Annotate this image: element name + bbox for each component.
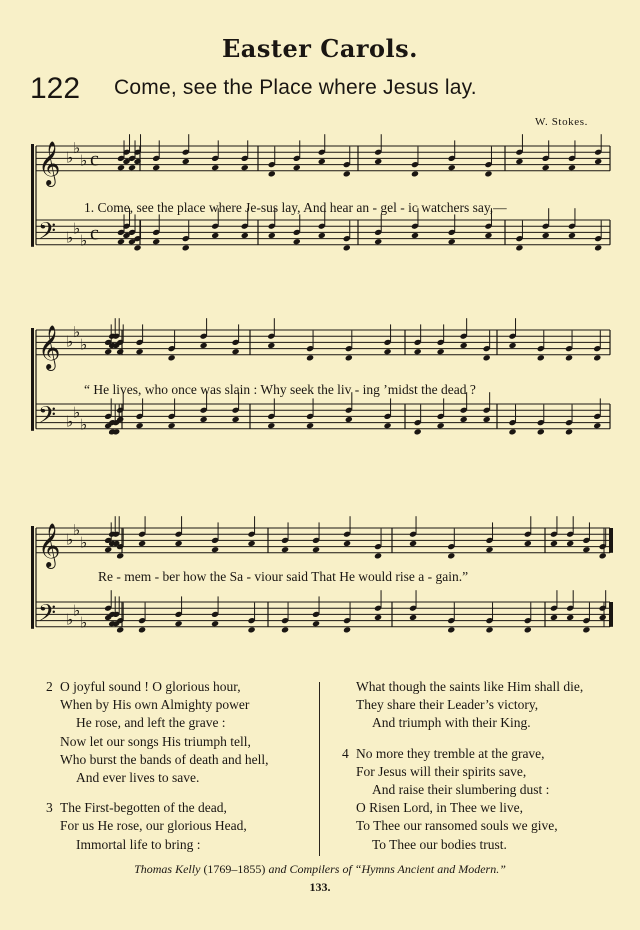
notehead: [281, 546, 289, 553]
notehead: [128, 164, 136, 171]
verse-line: Immortal life to bring :: [76, 836, 201, 852]
notehead: [508, 342, 516, 349]
verse-line: Who burst the bands of death and hell,: [60, 751, 269, 767]
notehead: [168, 422, 176, 429]
composer-credit: W. Stokes.: [535, 116, 588, 128]
notehead: [281, 626, 289, 633]
notehead: [343, 170, 351, 177]
notehead: [104, 348, 112, 355]
notehead: [508, 428, 516, 435]
verse-line: O joyful sound ! O glorious hour,: [60, 679, 241, 694]
notehead: [117, 164, 125, 171]
notehead: [447, 626, 455, 633]
notehead: [104, 546, 112, 553]
flat-icon: ♭: [73, 403, 81, 422]
notehead: [411, 232, 419, 239]
notehead: [437, 422, 445, 429]
notehead: [136, 422, 144, 429]
flat-icon: ♭: [66, 530, 74, 549]
notehead: [409, 540, 417, 547]
notehead: [268, 232, 276, 239]
flat-icon: ♭: [80, 151, 88, 170]
final-barline: [609, 602, 613, 627]
verse-line: O Risen Lord, in Thee we live,: [356, 800, 523, 816]
notehead: [268, 170, 276, 177]
verse-line: To Thee our ransomed souls we give,: [356, 818, 558, 834]
notehead: [136, 348, 144, 355]
notehead: [485, 626, 493, 633]
verse-line: He rose, and left the grave :: [76, 715, 226, 731]
notehead: [593, 354, 601, 361]
lyric-line-1: 1. Come, see the place where Je-sus lay, And hear an - gel - ic watchers say,—: [84, 200, 507, 215]
notehead: [599, 614, 607, 621]
notehead: [550, 614, 558, 621]
music-system-1: [0, 128, 640, 268]
notehead: [312, 620, 320, 627]
notehead: [542, 232, 550, 239]
notehead: [515, 158, 523, 165]
hymn-number: 122: [30, 72, 81, 105]
verse-line: They share their Leader’s victory,: [356, 697, 539, 713]
flat-icon: ♭: [80, 335, 88, 354]
notehead: [409, 614, 417, 621]
notehead: [565, 354, 573, 361]
notehead: [414, 428, 422, 435]
notehead: [343, 244, 351, 251]
notehead: [566, 540, 574, 547]
notehead: [138, 540, 146, 547]
notehead: [384, 422, 392, 429]
verse-line: Now let our songs His triumph tell,: [60, 733, 251, 749]
notehead: [542, 164, 550, 171]
lyric-line-3: Re - mem - ber how the Sa - viour said That He would rise a - gain.”: [98, 569, 469, 584]
author-credit: [0, 862, 640, 877]
notehead: [200, 342, 208, 349]
notehead: [566, 614, 574, 621]
notehead: [175, 540, 183, 547]
column-divider: [319, 682, 320, 856]
notehead: [594, 244, 602, 251]
notehead: [117, 238, 125, 245]
notehead: [374, 614, 382, 621]
credit-years: (1769–1855): [203, 862, 266, 876]
notehead: [374, 552, 382, 559]
verses-right-column: [342, 678, 632, 854]
notehead: [484, 170, 492, 177]
flat-icon: ♭: [80, 415, 88, 434]
section-title: Easter Carols.: [222, 34, 418, 63]
notehead: [138, 626, 146, 633]
notehead: [200, 416, 208, 423]
notehead: [374, 158, 382, 165]
notehead: [241, 164, 249, 171]
notehead: [116, 348, 124, 355]
bass-clef-icon: 𝄢: [38, 599, 57, 632]
notehead: [565, 428, 573, 435]
final-barline: [609, 528, 613, 553]
notehead: [537, 354, 545, 361]
notehead: [306, 422, 314, 429]
notehead: [448, 238, 456, 245]
credit-rest: and Compilers of “Hymns Ancient and Modern.”: [268, 862, 506, 876]
notehead: [483, 354, 491, 361]
notehead: [211, 164, 219, 171]
verse-line: No more they tremble at the grave,: [356, 745, 545, 761]
notehead: [211, 546, 219, 553]
notehead: [484, 232, 492, 239]
verse-line: The First-begotten of the dead,: [60, 800, 227, 816]
verse-line: And triumph with their King.: [372, 715, 531, 731]
verse-line: When by His own Almighty power: [60, 697, 250, 713]
verses-left-column: [46, 678, 314, 854]
page-number: 133.: [309, 880, 331, 894]
notehead: [374, 238, 382, 245]
notehead: [343, 626, 351, 633]
flat-icon: ♭: [80, 231, 88, 250]
hymn-title: Come, see the Place where Jesus lay.: [114, 76, 477, 99]
notehead: [447, 552, 455, 559]
verse-4: [342, 745, 632, 854]
notehead: [312, 546, 320, 553]
verse-3-continued: [342, 678, 632, 733]
notehead: [460, 416, 468, 423]
notehead: [318, 158, 326, 165]
flat-icon: ♭: [80, 613, 88, 632]
notehead: [116, 552, 124, 559]
notehead: [241, 232, 249, 239]
treble-clef-icon: 𝄞: [38, 140, 61, 185]
flat-icon: ♭: [73, 139, 81, 158]
notehead: [267, 342, 275, 349]
flat-icon: ♭: [66, 412, 74, 431]
notehead: [485, 546, 493, 553]
verse-line: For Jesus will their spirits save,: [356, 763, 527, 779]
flat-icon: ♭: [73, 219, 81, 238]
verse-line: And ever lives to save.: [76, 770, 200, 786]
notehead: [593, 422, 601, 429]
system-bracket: [31, 144, 34, 247]
notehead: [515, 244, 523, 251]
lyric-line-2: “ He lives, who once was slain : Why seek the liv - ing ’midst the dead ?: [84, 382, 476, 397]
notehead: [248, 540, 256, 547]
time-signature: c: [90, 148, 99, 171]
notehead: [568, 164, 576, 171]
notehead: [248, 626, 256, 633]
notehead: [448, 164, 456, 171]
notehead: [524, 540, 532, 547]
system-bracket: [31, 328, 34, 431]
notehead: [460, 342, 468, 349]
flat-icon: ♭: [66, 148, 74, 167]
notehead: [293, 238, 301, 245]
system-bracket: [31, 526, 34, 629]
treble-clef-icon: 𝄞: [38, 522, 61, 567]
notehead: [537, 428, 545, 435]
notehead: [568, 232, 576, 239]
verse-line: And raise their slumbering dust :: [372, 782, 550, 798]
notehead: [306, 354, 314, 361]
notehead: [211, 232, 219, 239]
notehead: [232, 348, 240, 355]
notehead: [152, 164, 160, 171]
notehead: [550, 540, 558, 547]
verse-number: 3: [46, 800, 53, 816]
flat-icon: ♭: [66, 332, 74, 351]
notehead: [345, 416, 353, 423]
notehead: [318, 232, 326, 239]
notehead: [582, 626, 590, 633]
flat-icon: ♭: [73, 323, 81, 342]
notehead: [524, 626, 532, 633]
credit-author: Thomas Kelly: [134, 862, 201, 876]
notehead: [211, 620, 219, 627]
notehead: [582, 546, 590, 553]
verse-line: To Thee our bodies trust.: [372, 836, 507, 852]
notehead: [483, 416, 491, 423]
flat-icon: ♭: [73, 521, 81, 540]
time-signature: c: [90, 222, 99, 245]
flat-icon: ♭: [80, 533, 88, 552]
flat-icon: ♭: [66, 610, 74, 629]
notehead: [116, 626, 124, 633]
treble-clef-icon: 𝄞: [38, 324, 61, 369]
notehead: [599, 552, 607, 559]
notehead: [175, 620, 183, 627]
verse-line: What though the saints like Him shall die,: [356, 679, 584, 694]
notehead: [594, 158, 602, 165]
notehead: [232, 416, 240, 423]
notehead: [182, 158, 190, 165]
notehead: [343, 540, 351, 547]
verse-number: 2: [46, 679, 53, 694]
bass-clef-icon: 𝄢: [38, 401, 57, 434]
verse-3: [46, 799, 314, 854]
notehead: [168, 354, 176, 361]
notehead: [437, 348, 445, 355]
bass-clef-icon: 𝄢: [38, 217, 57, 250]
verse-line: For us He rose, our glorious Head,: [60, 818, 247, 834]
notehead: [411, 170, 419, 177]
notehead: [414, 348, 422, 355]
flat-icon: ♭: [73, 601, 81, 620]
notehead: [345, 354, 353, 361]
notehead: [182, 244, 190, 251]
verse-2: [46, 678, 314, 787]
notehead: [293, 164, 301, 171]
verse-number: 4: [342, 745, 349, 761]
flat-icon: ♭: [66, 228, 74, 247]
notehead: [384, 348, 392, 355]
notehead: [152, 238, 160, 245]
notehead: [267, 422, 275, 429]
notehead: [133, 244, 141, 251]
